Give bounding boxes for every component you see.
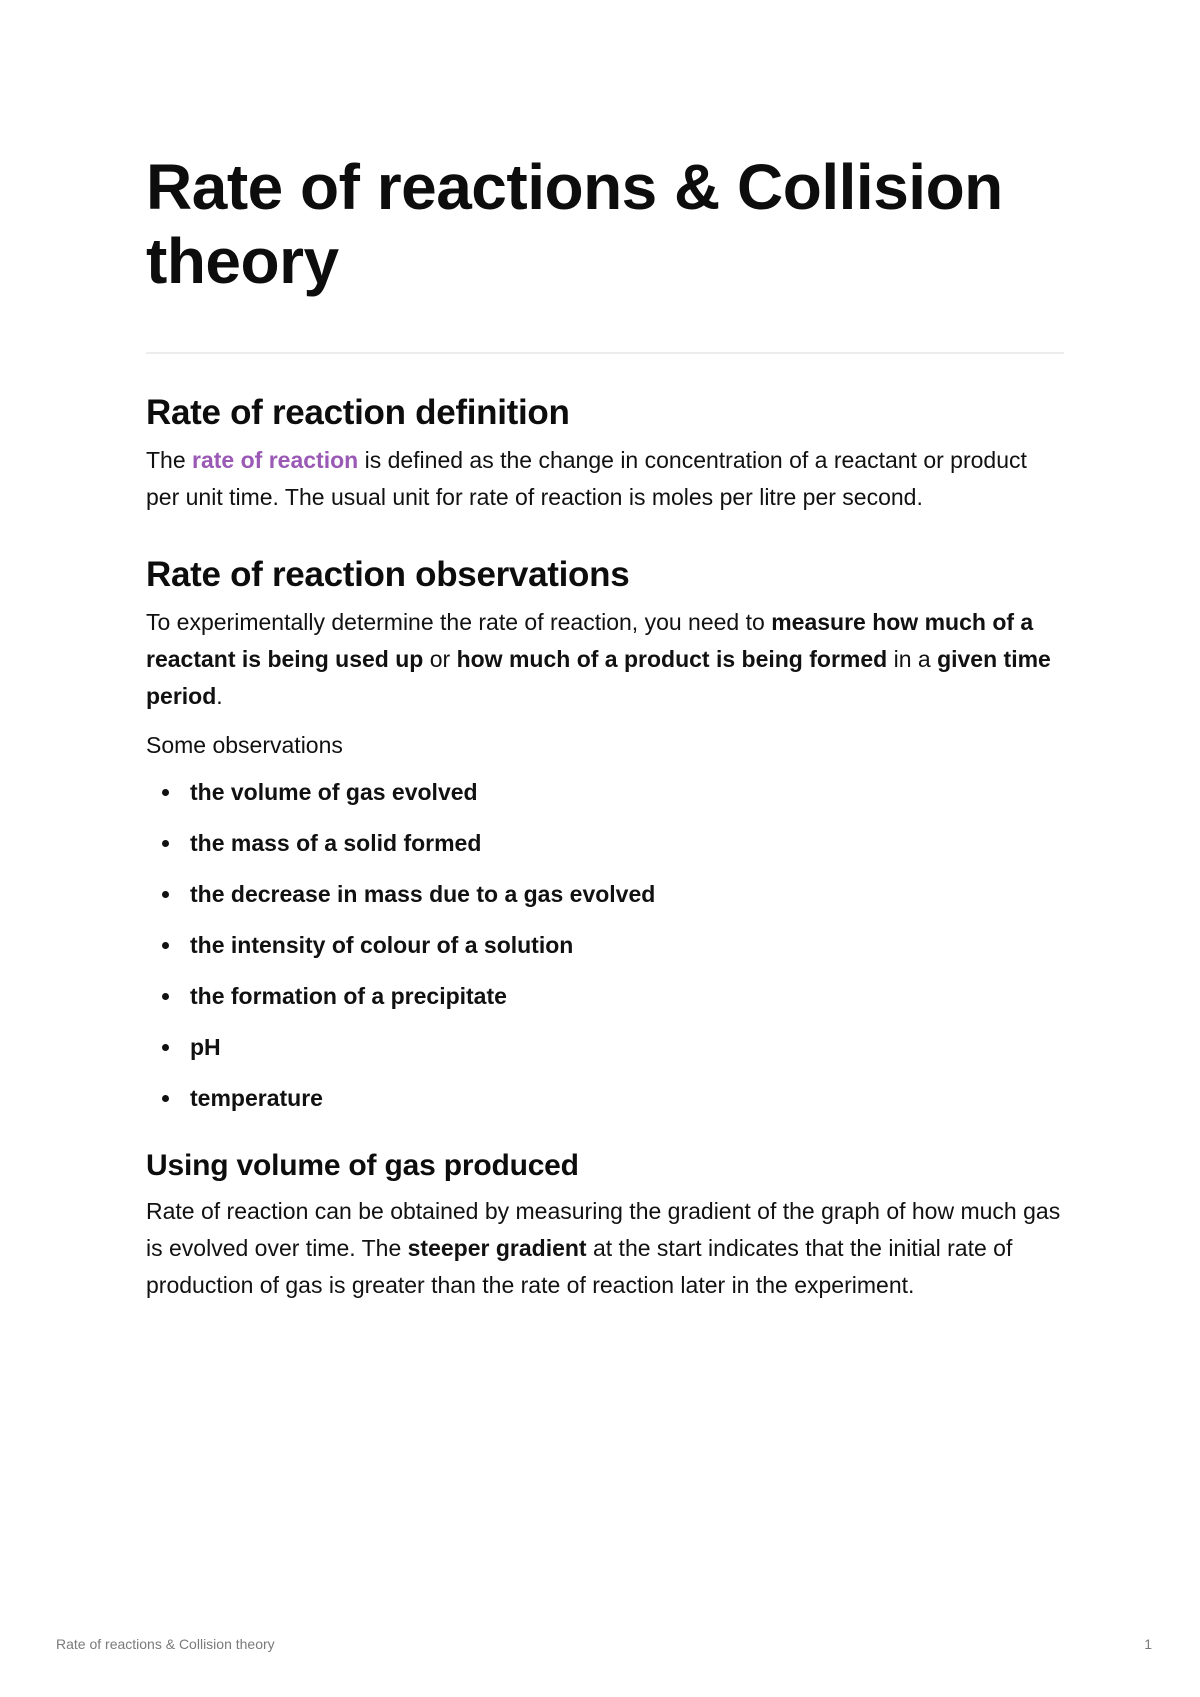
page-footer [56, 1636, 1152, 1656]
gas-volume-bold: steeper gradient [407, 1235, 587, 1261]
section-heading-observations: Rate of reaction observations [146, 555, 630, 594]
list-item-text: the intensity of colour of a solution [190, 932, 574, 958]
definition-paragraph [146, 442, 1064, 516]
gas-volume-text-1: Rate of reaction can be obtained by measuring the gradient of the graph of how much gas is evolved over time. The [146, 1198, 1061, 1261]
bullet-icon [162, 993, 169, 1000]
highlighted-term: rate of reaction [192, 447, 359, 473]
list-item [146, 825, 1064, 862]
observations-paragraph [146, 604, 1064, 715]
list-item [146, 1080, 1064, 1117]
section-heading-definition: Rate of reaction definition [146, 393, 570, 432]
bullet-icon [162, 942, 169, 949]
document-title: Rate of reactions & Collision theory [146, 151, 1003, 297]
definition-text-after: is defined as the change in concentration of a reactant or product per unit time. The usual unit for rate of reaction is moles per litre per second. [146, 447, 1027, 510]
list-item-text: the decrease in mass due to a gas evolved [190, 881, 656, 907]
definition-text-before: The [146, 447, 193, 473]
section-heading-gas-volume: Using volume of gas produced [146, 1149, 579, 1182]
observations-text-1: To experimentally determine the rate of reaction, you need to [146, 609, 772, 635]
list-item-text: the mass of a solid formed [190, 830, 482, 856]
section-gas-volume [146, 1147, 1064, 1304]
bullet-icon [162, 1044, 169, 1051]
gas-volume-paragraph [146, 1193, 1064, 1304]
list-item [146, 927, 1064, 964]
bullet-icon [162, 840, 169, 847]
list-item-text: the formation of a precipitate [190, 983, 507, 1009]
list-item-text: the volume of gas evolved [190, 779, 478, 805]
gas-volume-text-2: at the start indicates that the initial rate of production of gas is greater than the rate of reaction later in the experiment. [146, 1235, 1013, 1298]
bullet-icon [162, 1095, 169, 1102]
bullet-icon [162, 891, 169, 898]
title-divider [146, 352, 1064, 354]
observations-text-2: or [423, 646, 457, 672]
document-page [146, 150, 1064, 1304]
list-item [146, 1029, 1064, 1066]
list-item [146, 774, 1064, 811]
observations-text-3: in a [887, 646, 938, 672]
observations-bold-3: given time period [146, 646, 1051, 709]
section-definition [146, 392, 1064, 516]
footer-page-number: 1 [1144, 1636, 1152, 1652]
observations-bold-1: measure how much of a reactant is being used up [146, 609, 1034, 672]
footer-title: Rate of reactions & Collision theory [56, 1636, 275, 1652]
list-item [146, 876, 1064, 913]
observations-text-4: . [216, 683, 223, 709]
list-item-text: temperature [190, 1085, 323, 1111]
bullet-icon [162, 789, 169, 796]
section-observations [146, 554, 1064, 1117]
observations-intro: Some observations [146, 732, 343, 758]
list-item [146, 978, 1064, 1015]
list-item-text: pH [190, 1034, 221, 1060]
observations-list [146, 774, 1064, 1117]
observations-bold-2: how much of a product is being formed [456, 646, 888, 672]
